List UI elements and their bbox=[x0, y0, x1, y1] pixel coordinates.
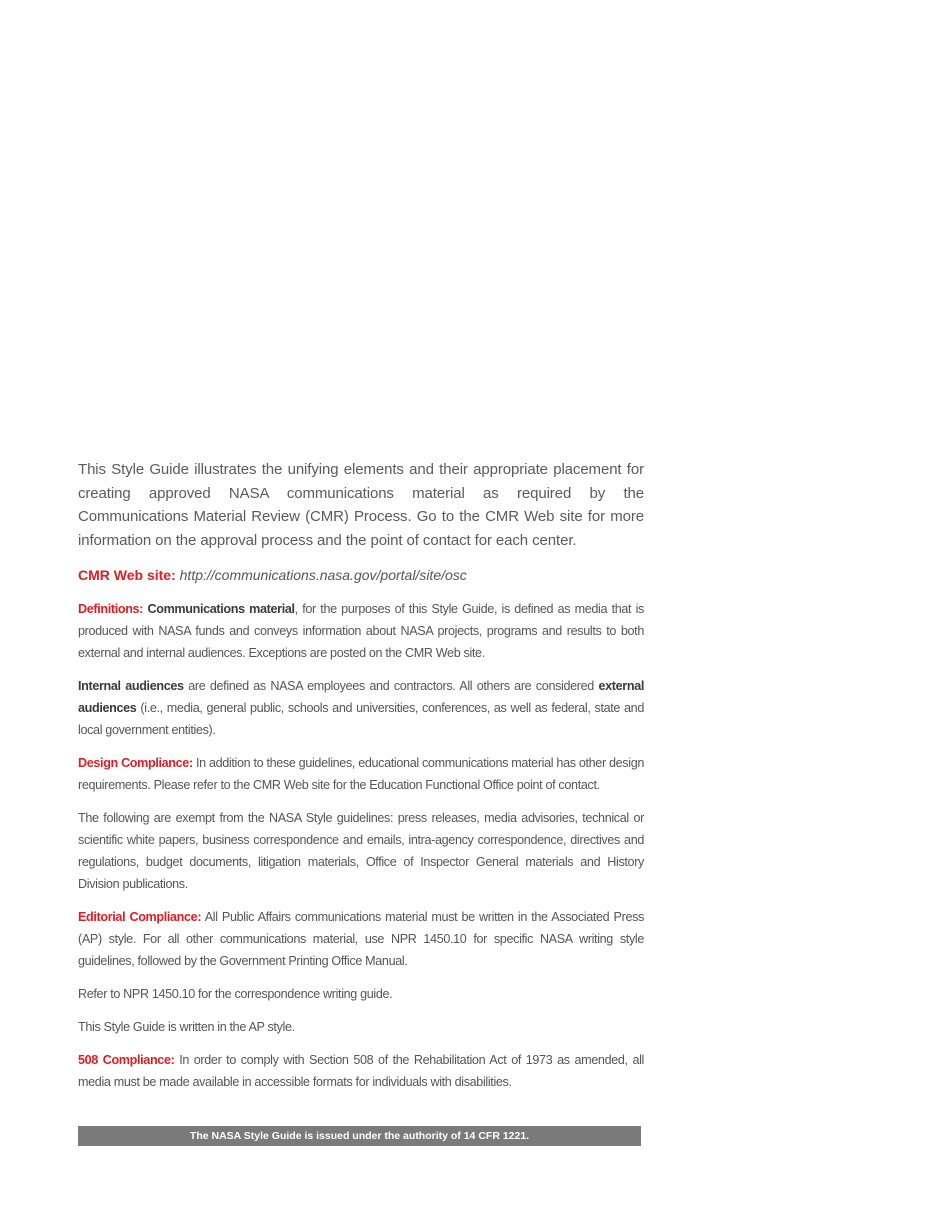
external-audiences-term: external audiences bbox=[78, 679, 645, 715]
audiences-text-2: (i.e., media, general public, schools and universities, conferences, as well as federal, state and local government entities). bbox=[78, 701, 644, 737]
editorial-compliance-text: All Public Affairs communications material must be written in the Associated Press (AP) style. For all other communications material, use NPR 1450.10 for specific NASA writing style guidelines, followed by the Government Printing Office Manual. bbox=[78, 910, 645, 968]
editorial-compliance-paragraph bbox=[78, 906, 644, 972]
compliance-508-paragraph bbox=[78, 1049, 644, 1093]
ap-style-paragraph: This Style Guide is written in the AP style. bbox=[78, 1020, 295, 1034]
definitions-label: Definitions: bbox=[78, 602, 144, 616]
document-body bbox=[78, 458, 644, 1104]
compliance-508-text: In order to comply with Section 508 of the Rehabilitation Act of 1973 as amended, all media must be made available in accessible formats for individuals with disabilities. bbox=[78, 1053, 644, 1089]
design-compliance-paragraph bbox=[78, 752, 644, 796]
design-compliance-text: In addition to these guidelines, educational communications material has other design requirements. Please refer to the CMR Web site for the Education Functional Office point of contact. bbox=[78, 756, 644, 792]
exempt-paragraph: The following are exempt from the NASA Style guidelines: press releases, media advisories, technical or scientific white papers, business correspondence and emails, intra-agency correspondence, directives and regulations, budget documents, litigation materials, Office of Inspector General materials and History Division publications. bbox=[78, 811, 644, 891]
audiences-paragraph bbox=[78, 675, 644, 741]
definitions-text: , for the purposes of this Style Guide, is defined as media that is produced with NASA funds and conveys information about NASA projects, programs and results to both external and internal audiences. Exceptions are posted on the CMR Web site. bbox=[78, 602, 644, 660]
refer-paragraph: Refer to NPR 1450.10 for the correspondence writing guide. bbox=[78, 987, 393, 1001]
intro-paragraph: This Style Guide illustrates the unifying elements and their appropriate placement for creating approved NASA communications material as required by the Communications Material Review (CMR) Process. Go to the CMR Web site for more information on the approval process and the point of contact for each center. bbox=[78, 461, 644, 549]
compliance-508-label: 508 Compliance: bbox=[78, 1053, 175, 1067]
authority-footer-bar: The NASA Style Guide is issued under the authority of 14 CFR 1221. bbox=[78, 1126, 641, 1146]
cmr-web-site bbox=[78, 564, 644, 586]
design-compliance-label: Design Compliance: bbox=[78, 756, 193, 770]
audiences-text-1: are defined as NASA employees and contractors. All others are considered bbox=[183, 679, 599, 693]
internal-audiences-term: Internal audiences bbox=[78, 679, 184, 693]
cmr-web-label: CMR Web site: bbox=[78, 567, 176, 583]
definitions-paragraph bbox=[78, 598, 644, 664]
editorial-compliance-label: Editorial Compliance: bbox=[78, 910, 202, 924]
definitions-term: Communications material bbox=[147, 602, 295, 616]
cmr-web-url[interactable]: http://communications.nasa.gov/portal/site/osc bbox=[179, 567, 467, 583]
